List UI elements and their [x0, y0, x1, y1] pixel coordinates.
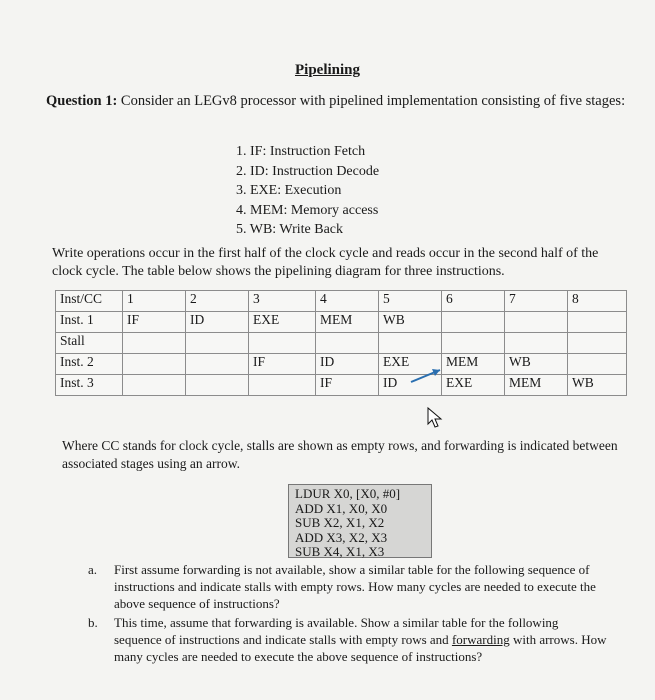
table-cell: [249, 375, 316, 396]
table-cell: Inst. 1: [56, 312, 123, 333]
table-header-cell: Inst/CC: [56, 291, 123, 312]
table-row: [56, 312, 627, 333]
table-cell: [123, 333, 186, 354]
intro-paragraph: Write operations occur in the first half of the clock cycle and reads occur in the second half of the clock cycle. The table below shows the pipelining diagram for three instructions.: [52, 246, 599, 279]
question-parts: [88, 561, 608, 667]
stage-item: 3. EXE: Execution: [236, 183, 342, 198]
table-cell: [123, 354, 186, 375]
table-cell: WB: [568, 375, 627, 396]
table-cell: [568, 354, 627, 375]
table-header-cell: 7: [505, 291, 568, 312]
table-cell: WB: [379, 312, 442, 333]
table-cell: WB: [505, 354, 568, 375]
table-header-cell: 2: [186, 291, 249, 312]
table-cell: [123, 375, 186, 396]
question-label: Question 1:: [46, 93, 118, 109]
table-cell: [186, 354, 249, 375]
table-cell: ID: [186, 312, 249, 333]
table-cell: ID: [379, 375, 442, 396]
table-cell: EXE: [379, 354, 442, 375]
table-row-stall: [56, 333, 627, 354]
table-header-cell: 6: [442, 291, 505, 312]
table-header-cell: 3: [249, 291, 316, 312]
part-text-underlined: forwarding: [451, 632, 510, 647]
table-cell: [505, 312, 568, 333]
table-cell: [568, 312, 627, 333]
table-cell: [186, 375, 249, 396]
code-line: SUB X4, X1, X3: [295, 544, 385, 559]
table-cell: [442, 312, 505, 333]
table-cell: Inst. 2: [56, 354, 123, 375]
part-label: a.: [88, 562, 98, 577]
part-label: b.: [88, 615, 98, 630]
stage-item: 2. ID: Instruction Decode: [236, 163, 380, 179]
code-line: LDUR X0, [X0, #0]: [295, 486, 401, 501]
table-cell: MEM: [442, 354, 505, 375]
table-cell: Inst. 3: [56, 375, 123, 396]
page-title: Pipelining: [294, 62, 361, 78]
table-cell: EXE: [442, 375, 505, 396]
table-cell: [568, 333, 627, 354]
question-text: Consider an LEGv8 processor with pipelined implementation consisting of five stages:: [120, 93, 626, 109]
table-cell: EXE: [249, 312, 316, 333]
question-1: [46, 92, 636, 111]
table-cell: IF: [249, 354, 316, 375]
table-cell: [249, 333, 316, 354]
code-line: ADD X3, X2, X3: [295, 529, 388, 545]
code-line: SUB X2, X1, X2: [295, 515, 385, 530]
table-cell: [505, 333, 568, 354]
table-cell: [379, 333, 442, 354]
table-row: [56, 354, 627, 375]
table-header-cell: 8: [568, 291, 627, 312]
table-cell: ID: [316, 354, 379, 375]
table-cell: [316, 333, 379, 354]
table-header-cell: 1: [123, 291, 186, 312]
stage-item: 1. IF: Instruction Fetch: [236, 144, 366, 159]
part-text: First assume forwarding is not available, show a similar table for the following sequence of instructions and indicate stalls with empty rows. How many cycles are needed to execute the above sequence of instructions?: [114, 562, 596, 611]
table-header-row: [56, 291, 627, 312]
pipeline-table: [55, 290, 627, 396]
code-line: ADD X1, X0, X0: [295, 500, 388, 516]
mouse-cursor-icon: [428, 408, 441, 427]
part-b: [88, 614, 608, 665]
part-text-after: with arrows. How many cycles are needed to execute the above sequence of instructions?: [114, 632, 607, 664]
note-paragraph: Where CC stands for clock cycle, stalls are shown as empty rows, and forwarding is indicated between associated stages using an arrow.: [62, 438, 618, 471]
stage-item: 4. MEM: Memory access: [236, 202, 379, 218]
part-text-before: This time, assume that forwarding is available. Show a similar table for the following sequence of instructions and indicate stalls with empty rows and: [114, 615, 559, 647]
table-header-cell: 5: [379, 291, 442, 312]
table-cell: [442, 333, 505, 354]
table-cell: IF: [123, 312, 186, 333]
table-header-cell: 4: [316, 291, 379, 312]
table-row: [56, 375, 627, 396]
table-cell: MEM: [505, 375, 568, 396]
table-cell: Stall: [56, 333, 123, 354]
code-block: [288, 484, 432, 558]
table-cell: MEM: [316, 312, 379, 333]
table-cell: [186, 333, 249, 354]
stage-item: 5. WB: Write Back: [236, 222, 344, 237]
stage-list: [236, 142, 379, 240]
part-a: [88, 561, 608, 612]
table-cell: IF: [316, 375, 379, 396]
